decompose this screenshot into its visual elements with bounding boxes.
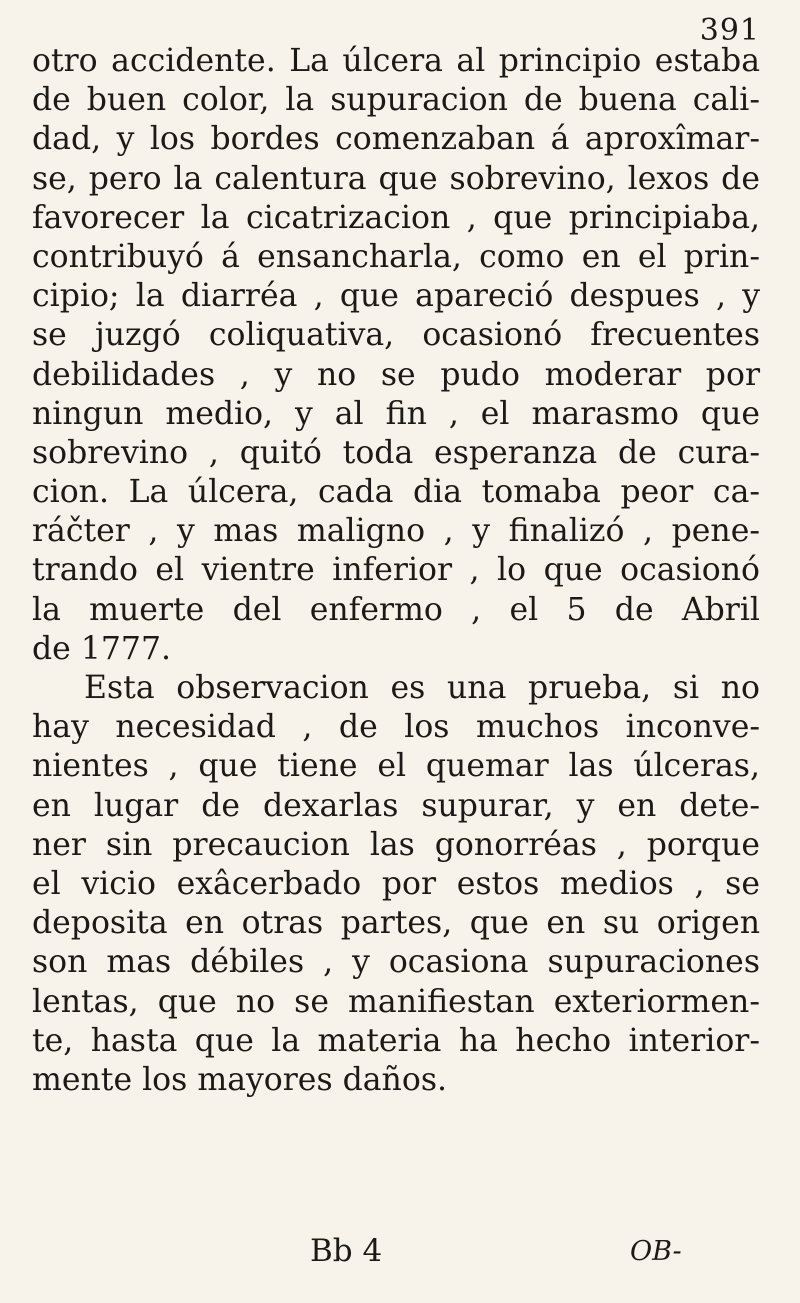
text-line: cion. La úlcera, cada dia tomaba peor ca- [32,474,760,511]
text-line: mente los mayores daños. [32,1061,447,1098]
text-line: Esta observacion es una prueba, si no [84,670,760,706]
text-line: lentas, que no se manifiestan exteriormen- [32,983,760,1020]
text-line: contribuyó á ensancharla, como en el prin- [32,238,760,275]
text-line: se, pero la calentura que sobrevino, lexos de [32,160,760,197]
text-line: otro accidente. La úlcera al principio estaba [32,43,760,79]
signature-mark: Bb 4 [310,1233,383,1269]
text-line: te, hasta que la materia ha hecho interior- [32,1022,760,1059]
text-line: dad, y los bordes comenzaban á aproxîmar- [32,121,760,158]
text-line: de 1777. [32,630,171,667]
text-line: cipio; la diarréa , que apareció despues , y [32,278,760,315]
catchword: OB- [630,1236,682,1267]
text-line: ningun medio, y al fin , el marasmo que [32,395,760,432]
text-line: nientes , que tiene el quemar las úlceras, [32,748,760,785]
text-line: en lugar de dexarlas supurar, y en dete- [32,787,760,824]
text-line: se juzgó coliquativa, ocasionó frecuentes [32,317,760,354]
text-line: la muerte del enfermo , el 5 de Abril [32,591,760,628]
text-line: ner sin precaucion las gonorréas , porque [32,826,760,863]
text-line: deposita en otras partes, que en su origen [32,905,760,942]
body-text [32,42,760,1100]
text-line: sobrevino , quitó toda esperanza de cura- [32,434,760,471]
page-number: 391 [699,13,760,48]
text-line: de buen color, la supuracion de buena cali- [32,82,760,119]
text-line: el vicio exâcerbado por estos medios , se [32,865,760,902]
text-line: hay necesidad , de los muchos inconve- [32,709,760,746]
text-line: trando el vientre inferior , lo que ocasionó [32,552,760,589]
text-line: ráčter , y mas maligno , y finalizó , pene- [32,513,760,550]
page-footer [0,1232,800,1272]
text-line: favorecer la cicatrizacion , que principiaba, [32,199,760,236]
text-line: son mas débiles , y ocasiona supuraciones [32,944,760,981]
text-line: debilidades , y no se pudo moderar por [32,356,760,393]
